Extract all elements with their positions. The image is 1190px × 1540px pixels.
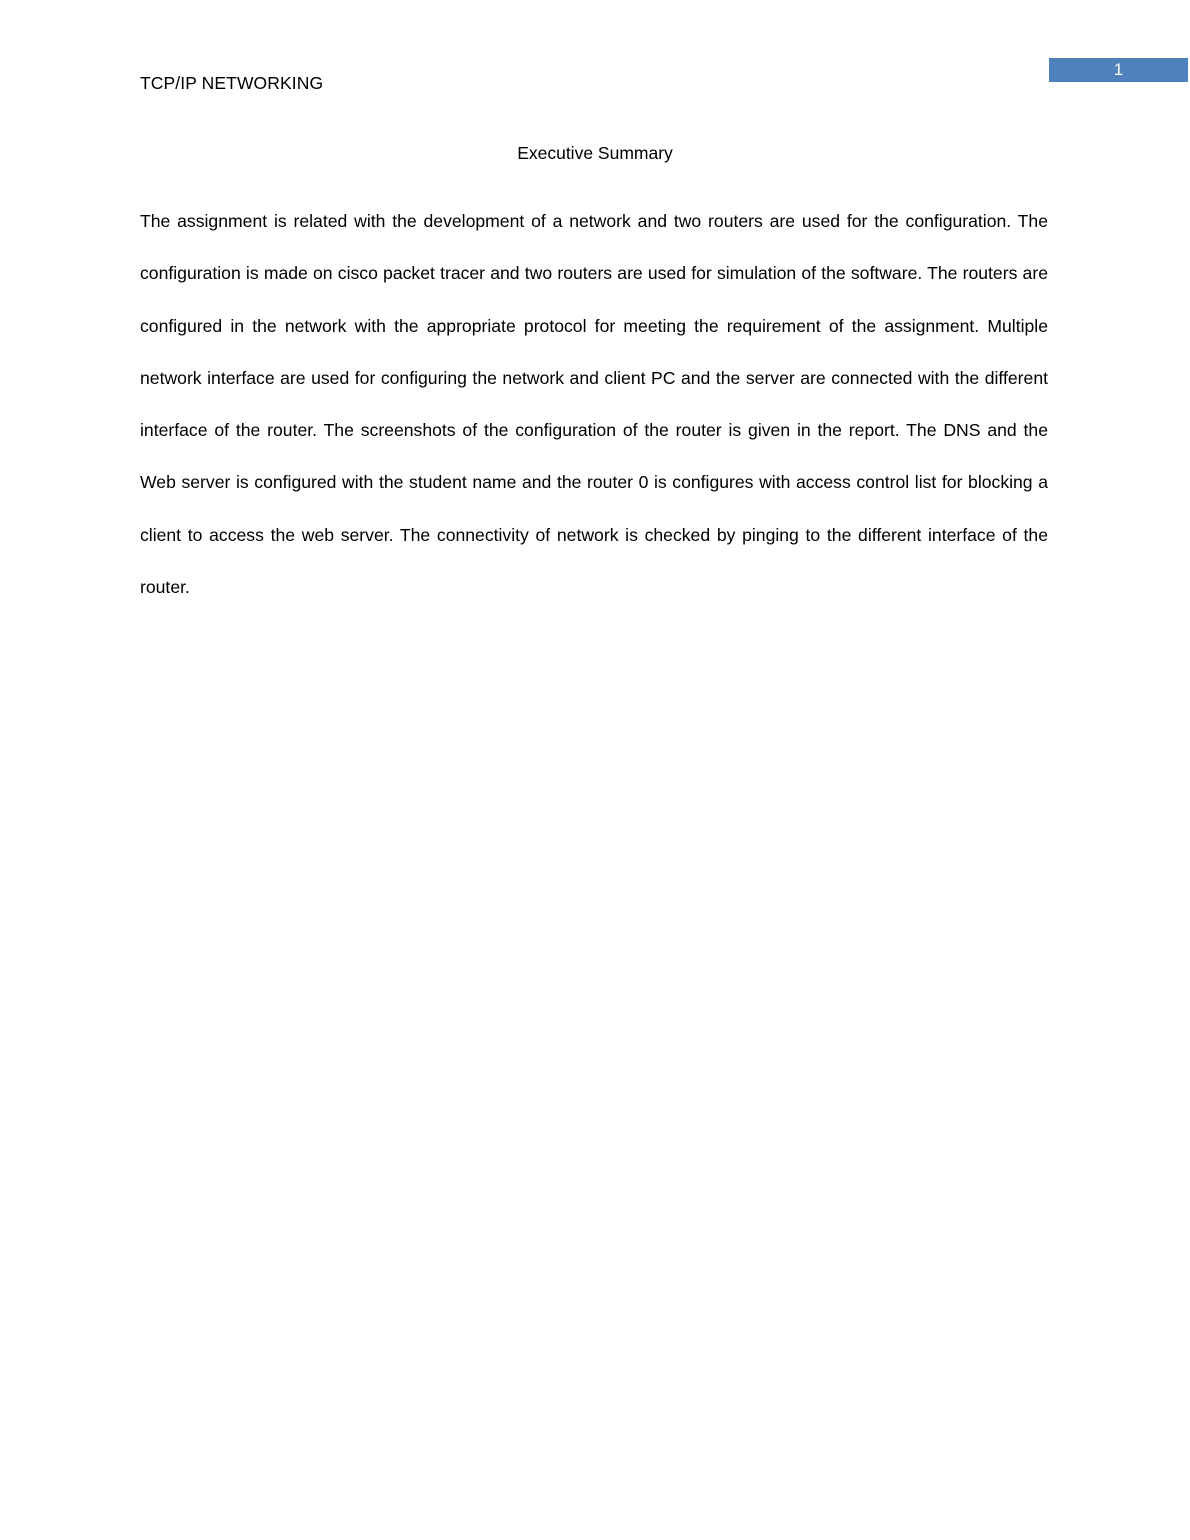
running-head: TCP/IP NETWORKING xyxy=(140,73,324,93)
page-number: 1 xyxy=(1049,58,1188,82)
section-title: Executive Summary xyxy=(517,143,673,163)
body-paragraph: The assignment is related with the development of a network and two routers are used for the configuration. The configuration is made on cisco packet tracer and two routers are used for simulation of the software. The routers are configured in the network with the appropriate protocol for meeting the requirement of the assignment. Multiple network interface are used for configuring the network and client PC and the server are connected with the different interface of the router. The screenshots of the configuration of the router is given in the report. The DNS and the Web server is configured with the student name and the router 0 is configures with access control list for blocking a client to access the web server. The connectivity of network is checked by pinging to the different interface of the router. xyxy=(140,211,1048,598)
